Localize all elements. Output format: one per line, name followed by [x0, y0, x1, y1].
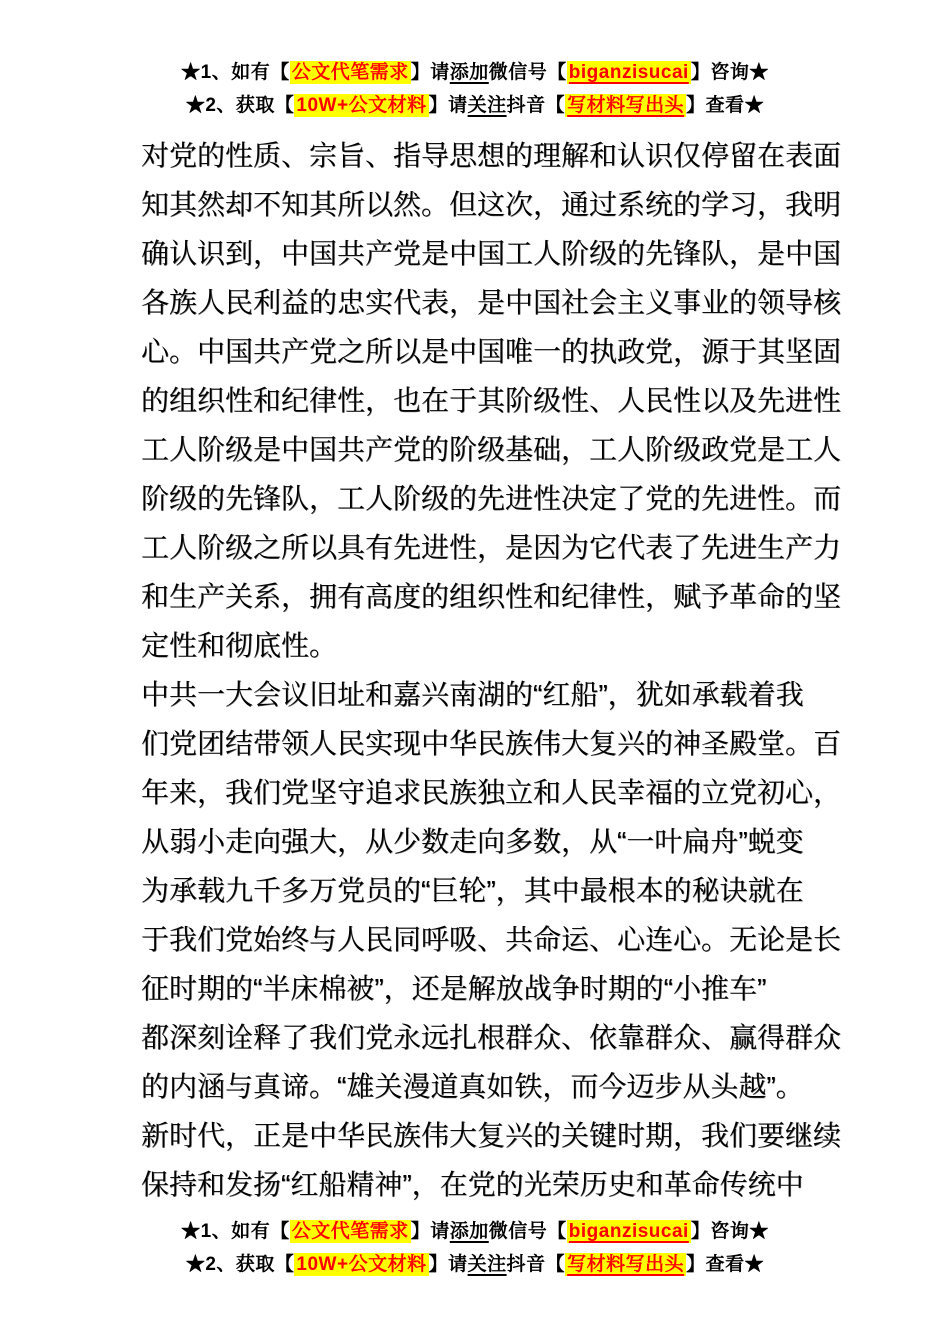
view-suffix-text: 】查看★: [686, 95, 765, 116]
text-line: 年来，我们党坚守追求民族独立和人民幸福的立党初心，: [141, 777, 842, 808]
document-body: [0, 131, 950, 1209]
bracket-text: 】请: [428, 1254, 468, 1275]
wechat-id-highlight: biganzisucai: [568, 62, 689, 83]
paragraph: [141, 670, 850, 1209]
douyin-account-highlight: 写材料写出头: [567, 95, 685, 116]
promo-line: [0, 56, 950, 89]
text-line: 和生产关系，拥有高度的组织性和纪律性，赋予革命的坚: [141, 581, 842, 612]
wechat-label-text: 微信号【: [488, 1221, 567, 1242]
paragraph: [141, 131, 850, 670]
text-line: 阶级的先锋队，工人阶级的先进性决定了党的先进性。而: [141, 483, 842, 514]
prefix-text: ★2、获取【: [185, 95, 295, 116]
promo-line: [0, 89, 950, 122]
text-line: 征时期的“半床棉被”，还是解放战争时期的“小推车”: [141, 973, 767, 1004]
wechat-id-highlight: biganzisucai: [568, 1221, 689, 1242]
bracket-text: 】请: [428, 95, 468, 116]
text-line: 中共一大会议旧址和嘉兴南湖的“红船”，犹如承载着我: [141, 679, 804, 710]
wechat-label-text: 微信号【: [488, 62, 567, 83]
promo-banner-bottom: [0, 1215, 950, 1281]
material-pack-highlight: 10W+公文材料: [296, 95, 427, 116]
promo-banner-top: [0, 0, 950, 122]
bracket-text: 】请: [410, 62, 450, 83]
text-line: 对党的性质、宗旨、指导思想的理解和认识仅停留在表面: [141, 140, 842, 171]
douyin-label-text: 抖音【: [506, 95, 566, 116]
text-line: 从弱小走向强大，从少数走向多数，从“一叶扁舟”蜕变: [141, 826, 804, 857]
promo-line: [0, 1215, 950, 1248]
text-line: 保持和发扬“红船精神”，在党的光荣历史和革命传统中: [141, 1169, 804, 1200]
view-suffix-text: 】查看★: [686, 1254, 765, 1275]
prefix-text: ★1、如有【: [181, 1221, 290, 1242]
follow-action-text: 关注: [467, 95, 507, 116]
consult-suffix-text: 】咨询★: [690, 1221, 769, 1242]
promo-line: [0, 1248, 950, 1281]
text-line: 知其然却不知其所以然。但这次，通过系统的学习，我明: [141, 189, 842, 220]
text-line: 们党团结带领人民实现中华民族伟大复兴的神圣殿堂。百: [141, 728, 842, 759]
text-line: 心。中国共产党之所以是中国唯一的执政党，源于其坚固: [141, 336, 842, 367]
prefix-text: ★2、获取【: [185, 1254, 295, 1275]
prefix-text: ★1、如有【: [181, 62, 290, 83]
text-line: 工人阶级是中国共产党的阶级基础，工人阶级政党是工人: [141, 434, 842, 465]
writing-service-highlight: 公文代笔需求: [291, 1221, 409, 1242]
add-action-text: 添加: [449, 62, 489, 83]
text-line: 于我们党始终与人民同呼吸、共命运、心连心。无论是长: [141, 924, 842, 955]
text-line: 各族人民利益的忠实代表，是中国社会主义事业的领导核: [141, 287, 842, 318]
writing-service-highlight: 公文代笔需求: [291, 62, 409, 83]
text-line: 的内涵与真谛。“雄关漫道真如铁，而今迈步从头越”。: [141, 1071, 804, 1102]
douyin-account-highlight: 写材料写出头: [567, 1254, 685, 1275]
text-line: 为承载九千多万党员的“巨轮”，其中最根本的秘诀就在: [141, 875, 804, 906]
text-line: 新时代，正是中华民族伟大复兴的关键时期，我们要继续: [141, 1120, 842, 1151]
consult-suffix-text: 】咨询★: [690, 62, 769, 83]
follow-action-text: 关注: [467, 1254, 507, 1275]
text-line: 的组织性和纪律性，也在于其阶级性、人民性以及先进性: [141, 385, 842, 416]
bracket-text: 】请: [410, 1221, 450, 1242]
text-line: 都深刻诠释了我们党永远扎根群众、依靠群众、赢得群众: [141, 1022, 842, 1053]
text-line: 工人阶级之所以具有先进性，是因为它代表了先进生产力: [141, 532, 842, 563]
material-pack-highlight: 10W+公文材料: [296, 1254, 427, 1275]
text-line: 确认识到，中国共产党是中国工人阶级的先锋队，是中国: [141, 238, 842, 269]
add-action-text: 添加: [449, 1221, 489, 1242]
text-line: 定性和彻底性。: [141, 630, 338, 661]
douyin-label-text: 抖音【: [506, 1254, 566, 1275]
